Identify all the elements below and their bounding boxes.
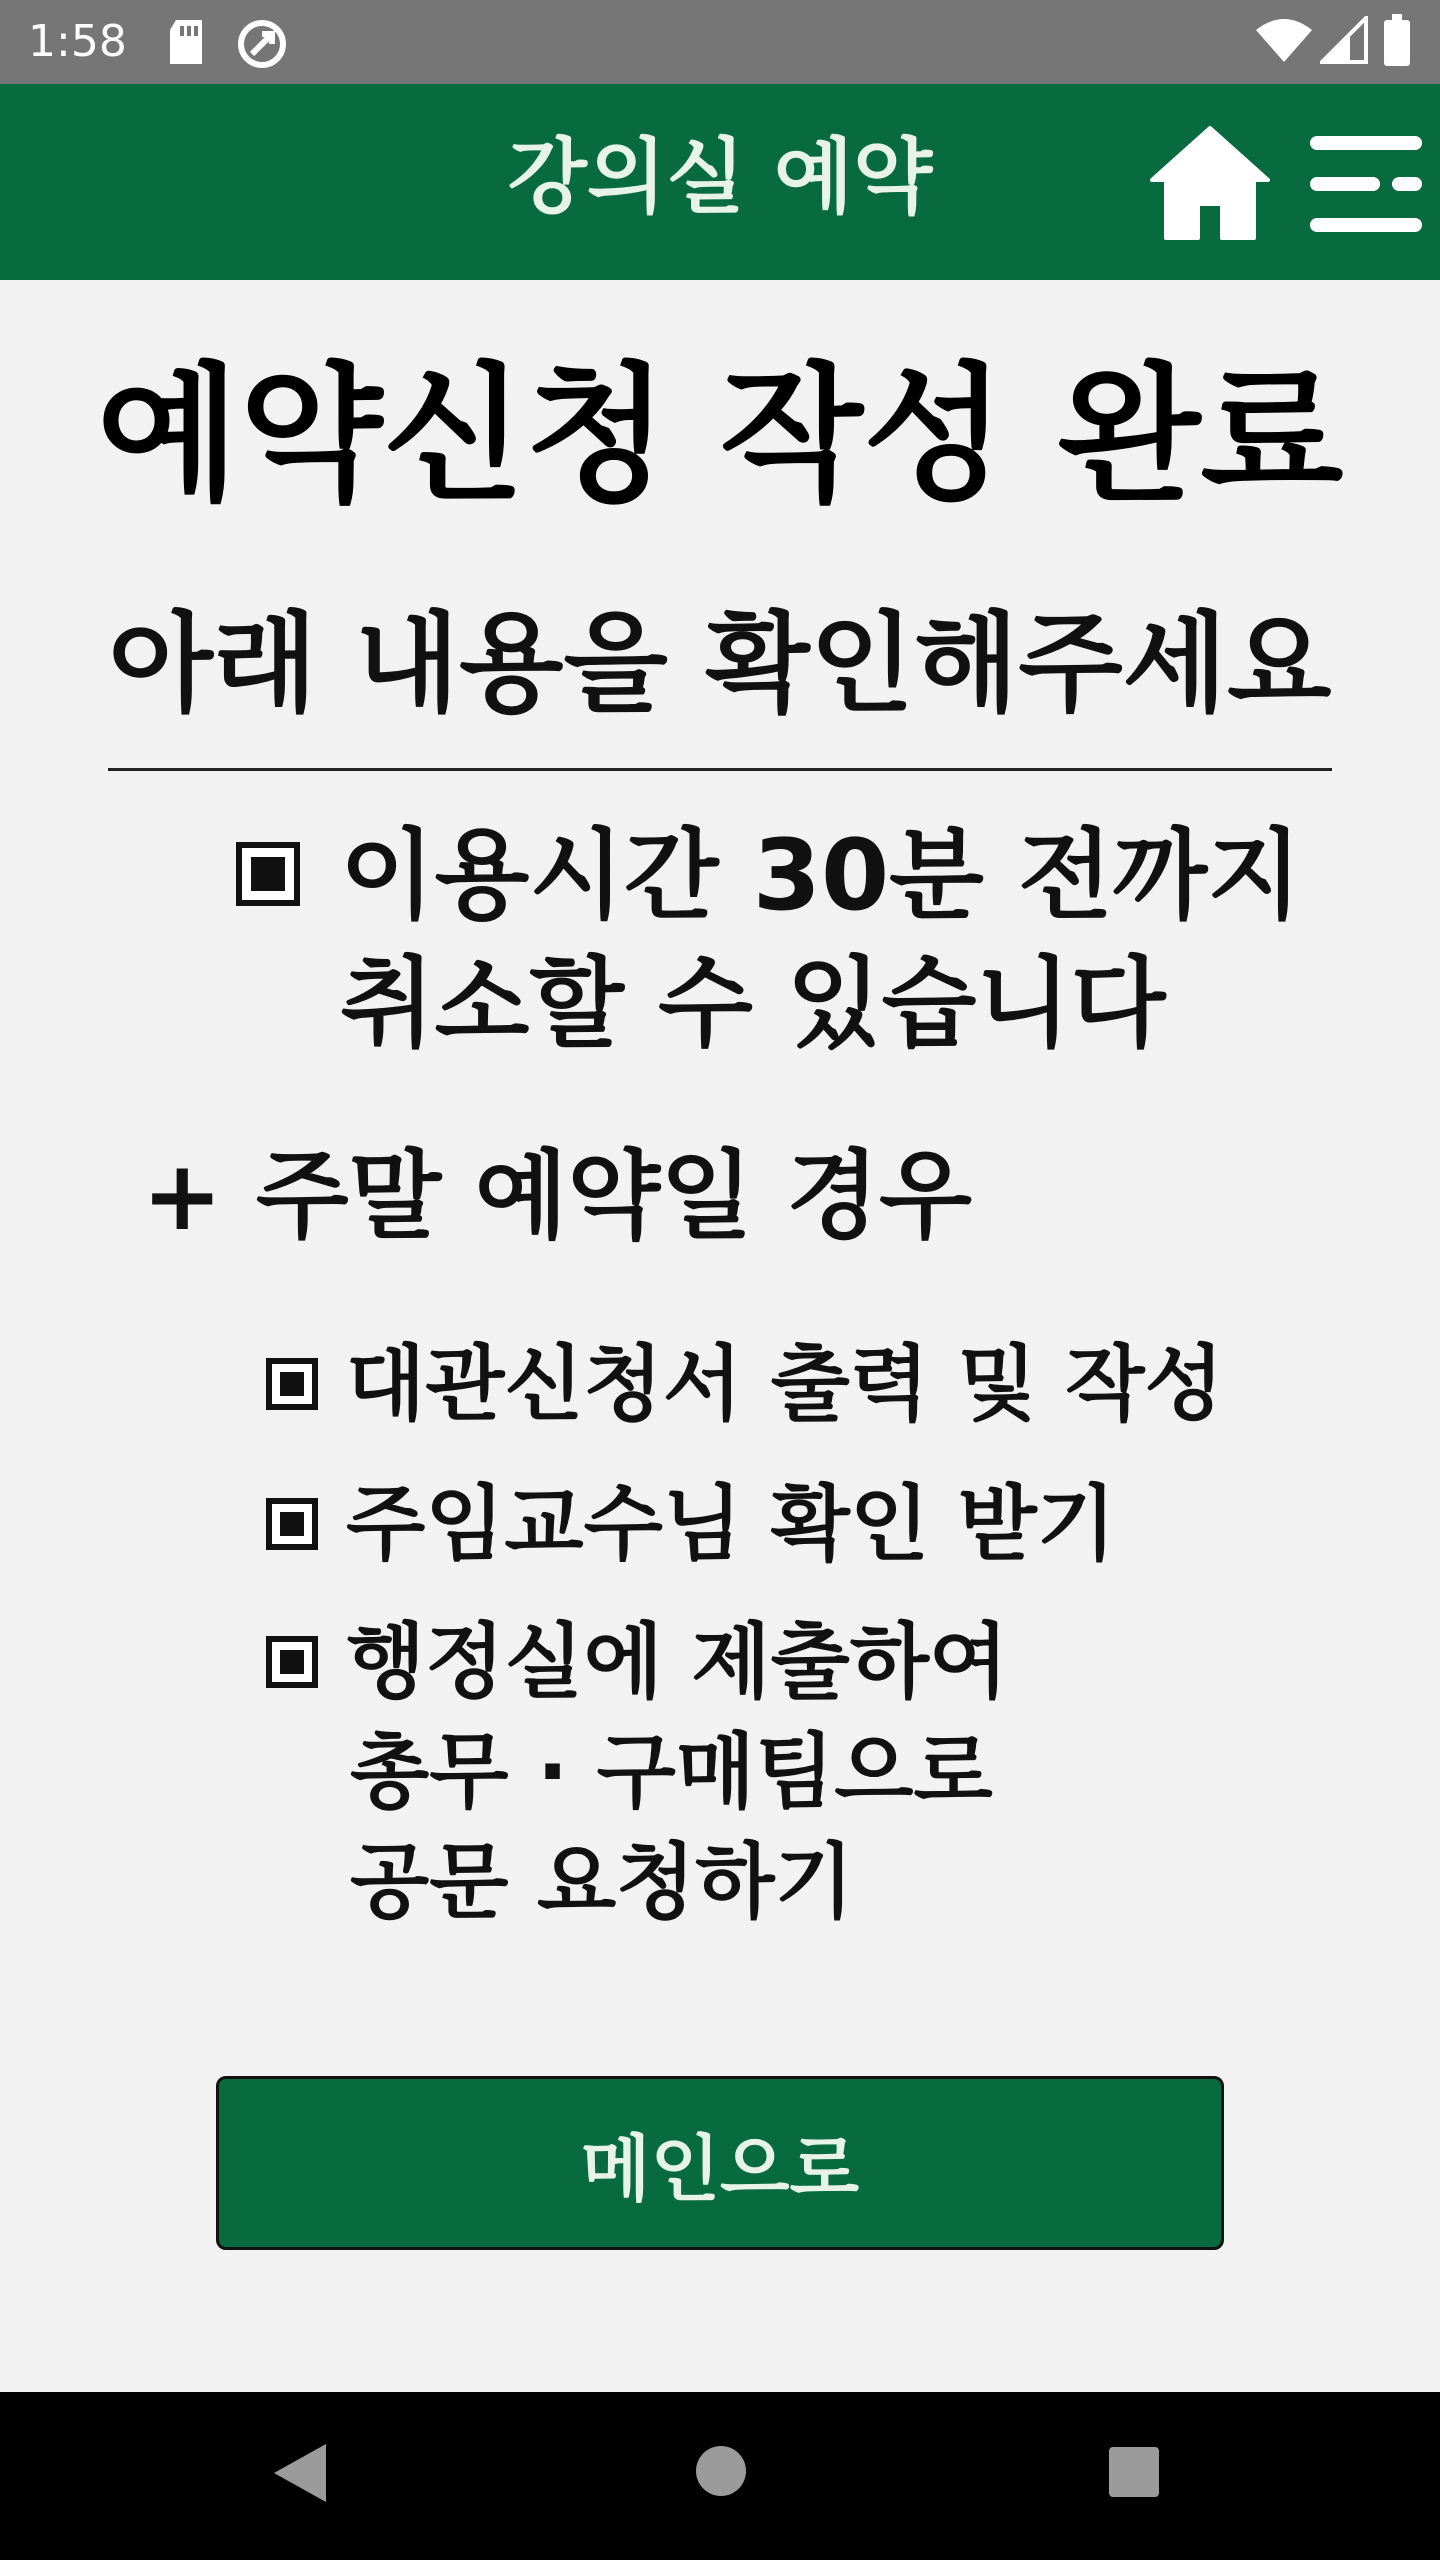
nav-bar <box>0 2392 1440 2560</box>
sync-icon <box>236 18 288 70</box>
square-bullet-icon <box>236 842 300 906</box>
cancel-notice <box>236 812 1336 1068</box>
app-bar <box>0 84 1440 280</box>
page-subtitle: 아래 내용을 확인해주세요 <box>108 602 1332 727</box>
step-text: 공문 요청하기 <box>350 1835 854 1930</box>
battery-icon <box>1382 14 1412 68</box>
list-item <box>266 1330 1366 1440</box>
step-text: 총무 · 구매팀으로 <box>350 1725 993 1820</box>
status-time: 1:58 <box>28 16 127 67</box>
weekend-heading: + 주말 예약일 경우 <box>142 1140 972 1252</box>
step-text: 주임교수님 확인 받기 <box>346 1477 1117 1572</box>
step-text: 행정실에 제출하여 <box>346 1615 1009 1710</box>
square-bullet-icon <box>266 1358 318 1410</box>
home-icon[interactable] <box>1148 124 1272 242</box>
wifi-icon <box>1256 16 1312 64</box>
step-text: 대관신청서 출력 및 작성 <box>346 1337 1224 1432</box>
main-button[interactable]: 메인으로 <box>216 2076 1224 2250</box>
app-title: 강의실 예약 <box>507 130 933 225</box>
recents-icon[interactable] <box>1108 2446 1160 2498</box>
menu-icon[interactable] <box>1308 132 1424 236</box>
home-circle-icon[interactable] <box>694 2444 748 2498</box>
status-bar <box>0 0 1440 84</box>
divider <box>108 768 1332 771</box>
list-item <box>266 1608 1366 1938</box>
signal-icon <box>1320 16 1368 64</box>
square-bullet-icon <box>266 1636 318 1688</box>
page-title: 예약신청 작성 완료 <box>96 349 1344 521</box>
sd-card-icon <box>166 18 206 66</box>
list-item <box>266 1470 1366 1580</box>
back-icon[interactable] <box>270 2440 330 2506</box>
notice-line-1: 이용시간 30분 전까지 <box>340 819 1302 933</box>
notice-line-2: 취소할 수 있습니다 <box>340 947 1166 1061</box>
square-bullet-icon <box>266 1498 318 1550</box>
